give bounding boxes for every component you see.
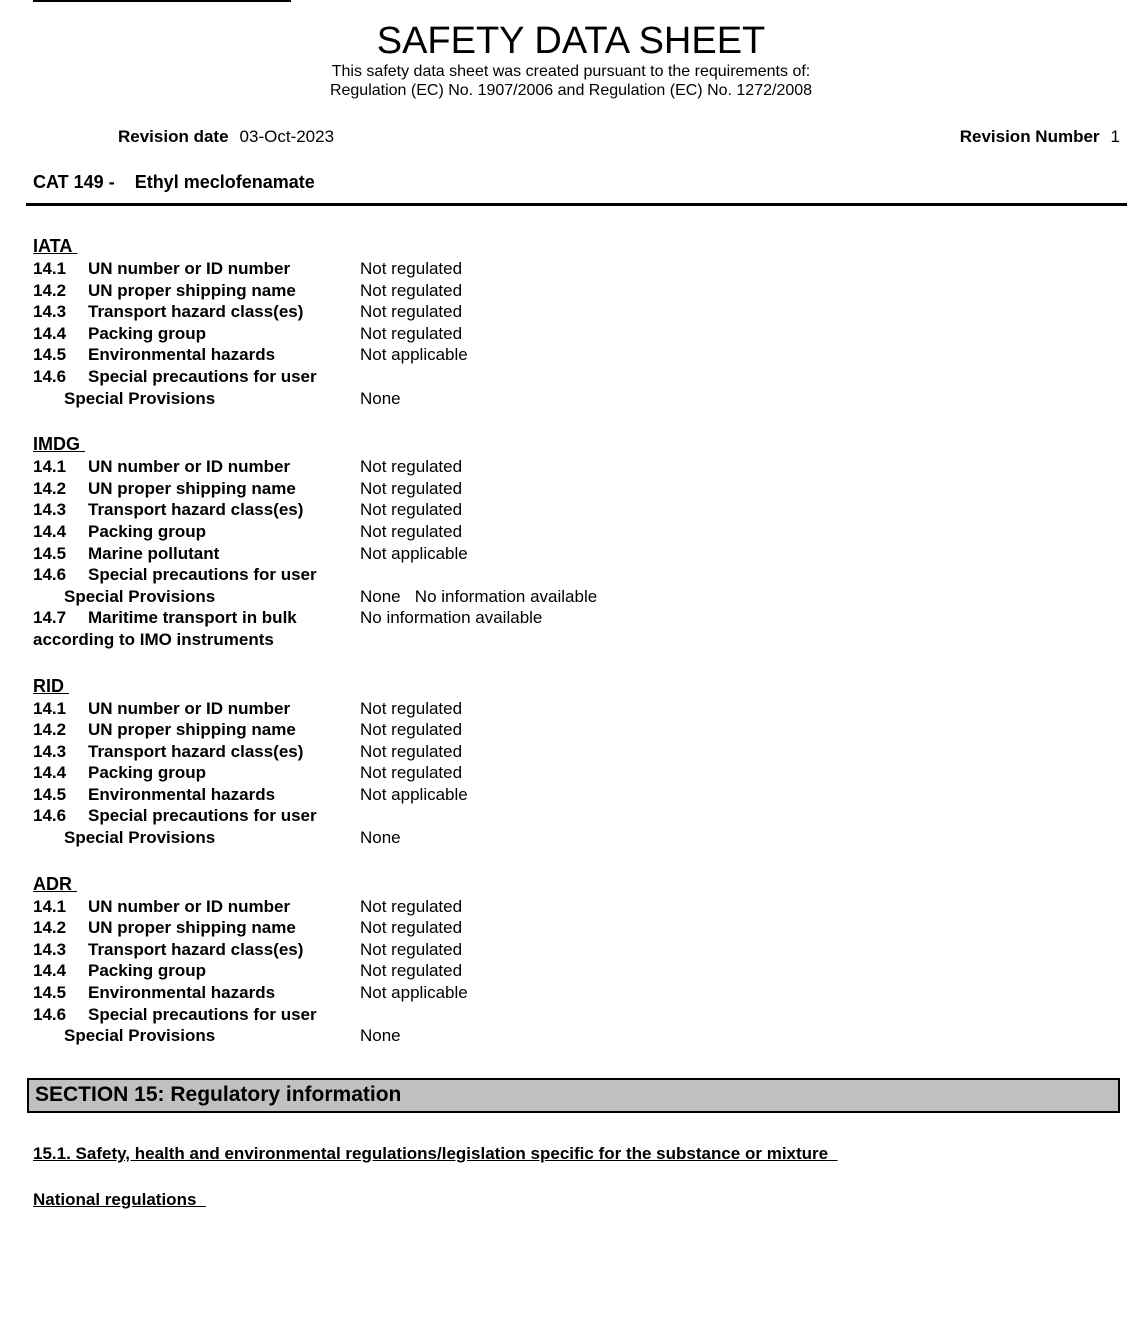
- transport-row-label: Packing group: [88, 521, 207, 541]
- transport-row-number: 14.7: [33, 608, 67, 628]
- transport-row-number: 14.3: [33, 939, 67, 959]
- transport-row-label: Packing group: [88, 961, 207, 981]
- transport-section-adr: [33, 873, 1142, 1047]
- transport-row-number: 14.1: [33, 259, 67, 278]
- transport-row-label: Marine pollutant: [88, 543, 220, 563]
- product-name: Ethyl meclofenamate: [134, 172, 315, 192]
- national-regulations-heading: National regulations: [33, 1189, 197, 1209]
- transport-row-value: Not applicable: [360, 983, 468, 1003]
- transport-row: [33, 456, 1142, 478]
- transport-row-value: Not regulated: [360, 323, 463, 343]
- product-line: [0, 172, 1142, 192]
- transport-row-label: Maritime transport in bulk: [88, 608, 297, 628]
- document-header: [0, 0, 1142, 100]
- product-code: CAT 149 -: [33, 172, 115, 192]
- transport-row-label: Special precautions for user: [88, 806, 317, 826]
- transport-row-value: Not regulated: [360, 961, 463, 981]
- transport-row-number: 14.6: [33, 806, 67, 826]
- transport-row-value: Not regulated: [360, 741, 463, 761]
- document-title: SAFETY DATA SHEET: [376, 20, 766, 62]
- transport-row-label: UN number or ID number: [88, 698, 291, 718]
- transport-row-label: UN proper shipping name: [88, 478, 296, 498]
- transport-row: [33, 323, 1142, 345]
- transport-row: [33, 1004, 1142, 1026]
- transport-section-rid: [33, 675, 1142, 849]
- transport-row-number: 14.5: [33, 543, 67, 563]
- page-edge-artifact-line: [33, 0, 291, 2]
- transport-row-label-continuation: according to IMO instruments: [33, 629, 274, 649]
- transport-section-rows: [33, 456, 1142, 650]
- transport-row-number: 14.1: [33, 896, 67, 916]
- transport-row-number: 14.2: [33, 478, 67, 498]
- transport-row-value: Not regulated: [360, 720, 463, 740]
- transport-row: [33, 762, 1142, 784]
- transport-row: [33, 827, 1142, 849]
- subsection-15-1: [33, 1144, 1142, 1164]
- transport-row-value: None: [360, 828, 401, 848]
- transport-section-rows: [33, 698, 1142, 849]
- transport-row-value: Not regulated: [360, 521, 463, 541]
- transport-row-label: UN number or ID number: [88, 896, 291, 916]
- transport-row-number: 14.6: [33, 1004, 67, 1024]
- transport-row: [33, 478, 1142, 500]
- transport-information: [0, 206, 1142, 1047]
- transport-section-rows: [33, 258, 1142, 409]
- transport-row-label: UN proper shipping name: [88, 720, 296, 740]
- transport-row-label: Environmental hazards: [88, 983, 276, 1003]
- transport-row-label: Packing group: [88, 763, 207, 783]
- transport-row-value: No information available: [360, 608, 543, 628]
- revision-date-label: Revision date: [118, 127, 229, 146]
- transport-row-number: 14.4: [33, 323, 67, 343]
- transport-row: [33, 344, 1142, 366]
- transport-row: [33, 1025, 1142, 1047]
- document-subtitle-line-1: This safety data sheet was created pursuant to the requirements of:: [331, 63, 811, 80]
- transport-row-label: Transport hazard class(es): [88, 939, 304, 959]
- transport-row-number: 14.3: [33, 500, 67, 520]
- transport-row-label: UN proper shipping name: [88, 280, 296, 300]
- transport-section-heading: IMDG: [33, 434, 80, 455]
- transport-row: [33, 719, 1142, 741]
- transport-row-value: None No information available: [360, 586, 598, 606]
- transport-row: [33, 280, 1142, 302]
- transport-row-value: Not regulated: [360, 280, 463, 300]
- transport-row-number: 14.1: [33, 698, 67, 718]
- transport-row-label: Special precautions for user: [88, 565, 317, 585]
- transport-row-value: Not regulated: [360, 918, 463, 938]
- revision-date: [118, 127, 334, 147]
- transport-row: [33, 784, 1142, 806]
- transport-row-value: Not applicable: [360, 784, 468, 804]
- transport-section-heading: IATA: [33, 236, 73, 256]
- transport-row-label: Transport hazard class(es): [88, 741, 304, 761]
- transport-row-label: Special Provisions: [64, 586, 216, 606]
- transport-row-number: 14.3: [33, 741, 67, 761]
- transport-row-number: 14.4: [33, 763, 67, 783]
- transport-row-number: 14.5: [33, 983, 67, 1003]
- transport-row: [33, 301, 1142, 323]
- transport-row: [33, 366, 1142, 388]
- transport-row-label: Special Provisions: [64, 828, 216, 848]
- transport-row-label: Transport hazard class(es): [88, 302, 304, 322]
- transport-row-value: None: [360, 1026, 401, 1046]
- transport-row: [33, 499, 1142, 521]
- transport-row-value: Not regulated: [360, 896, 463, 916]
- transport-row-number: 14.6: [33, 565, 67, 585]
- transport-row: [33, 564, 1142, 586]
- section-15-title: SECTION 15: Regulatory information: [35, 1082, 402, 1106]
- transport-row-value: None: [360, 388, 401, 408]
- transport-row-label: Special precautions for user: [88, 1004, 317, 1024]
- transport-section-rows: [33, 896, 1142, 1047]
- transport-row: [33, 939, 1142, 961]
- transport-row-value: Not applicable: [360, 543, 468, 563]
- section-15-header-bar: [27, 1078, 1120, 1113]
- transport-row: [33, 543, 1142, 565]
- transport-row-label: Special Provisions: [64, 1026, 216, 1046]
- transport-section-heading: ADR: [33, 873, 72, 894]
- transport-row-label: Environmental hazards: [88, 784, 276, 804]
- national-regulations: [33, 1190, 1142, 1210]
- revision-number-label: Revision Number: [959, 127, 1100, 146]
- transport-section-iata: [33, 235, 1142, 409]
- transport-row: [33, 607, 1142, 629]
- transport-row-number: 14.2: [33, 280, 67, 300]
- transport-row: [33, 521, 1142, 543]
- transport-row-number: 14.6: [33, 366, 67, 386]
- transport-row-number: 14.4: [33, 521, 67, 541]
- transport-section-heading: RID: [33, 675, 64, 696]
- revision-number-value: 1: [1110, 127, 1120, 146]
- transport-row: [33, 258, 1142, 280]
- transport-row-label: Special precautions for user: [88, 366, 317, 386]
- transport-row-value: Not regulated: [360, 763, 463, 783]
- transport-row: [33, 982, 1142, 1004]
- transport-row-number: 14.2: [33, 918, 67, 938]
- transport-row-label: UN number or ID number: [88, 457, 291, 477]
- transport-row-label: Transport hazard class(es): [88, 500, 304, 520]
- subsection-15-1-title: 15.1. Safety, health and environmental regulations/legislation specific for the substance or mixture: [33, 1143, 829, 1163]
- transport-row-label: UN proper shipping name: [88, 918, 296, 938]
- transport-row: [33, 741, 1142, 763]
- transport-row: [33, 805, 1142, 827]
- transport-row: [33, 698, 1142, 720]
- revision-row: [0, 127, 1142, 147]
- transport-row-label: UN number or ID number: [88, 259, 291, 278]
- transport-row-number: 14.2: [33, 720, 67, 740]
- transport-row: [33, 960, 1142, 982]
- transport-row-value: Not regulated: [360, 500, 463, 520]
- revision-number: [960, 127, 1120, 147]
- transport-row-number: 14.5: [33, 345, 67, 365]
- transport-row: [33, 388, 1142, 410]
- transport-row-value: Not regulated: [360, 698, 463, 718]
- transport-row-value: Not regulated: [360, 457, 463, 477]
- transport-row-number: 14.1: [33, 457, 67, 477]
- transport-row: [33, 586, 1142, 608]
- transport-row-label: Environmental hazards: [88, 345, 276, 365]
- transport-row-value: Not regulated: [360, 939, 463, 959]
- transport-row-value: Not regulated: [360, 478, 463, 498]
- document-subtitle-line-2: Regulation (EC) No. 1907/2006 and Regulation (EC) No. 1272/2008: [329, 82, 813, 99]
- transport-row-number: 14.3: [33, 302, 67, 322]
- transport-row-value: Not regulated: [360, 259, 463, 278]
- transport-row-value: Not applicable: [360, 345, 468, 365]
- transport-row-number: 14.4: [33, 961, 67, 981]
- transport-row-value: Not regulated: [360, 302, 463, 322]
- transport-row-label: Special Provisions: [64, 388, 216, 408]
- transport-row: [33, 917, 1142, 939]
- transport-section-imdg: [33, 433, 1142, 650]
- transport-row-label: Packing group: [88, 323, 207, 343]
- revision-date-value: 03-Oct-2023: [239, 127, 335, 146]
- transport-row-number: 14.5: [33, 784, 67, 804]
- transport-row: [33, 896, 1142, 918]
